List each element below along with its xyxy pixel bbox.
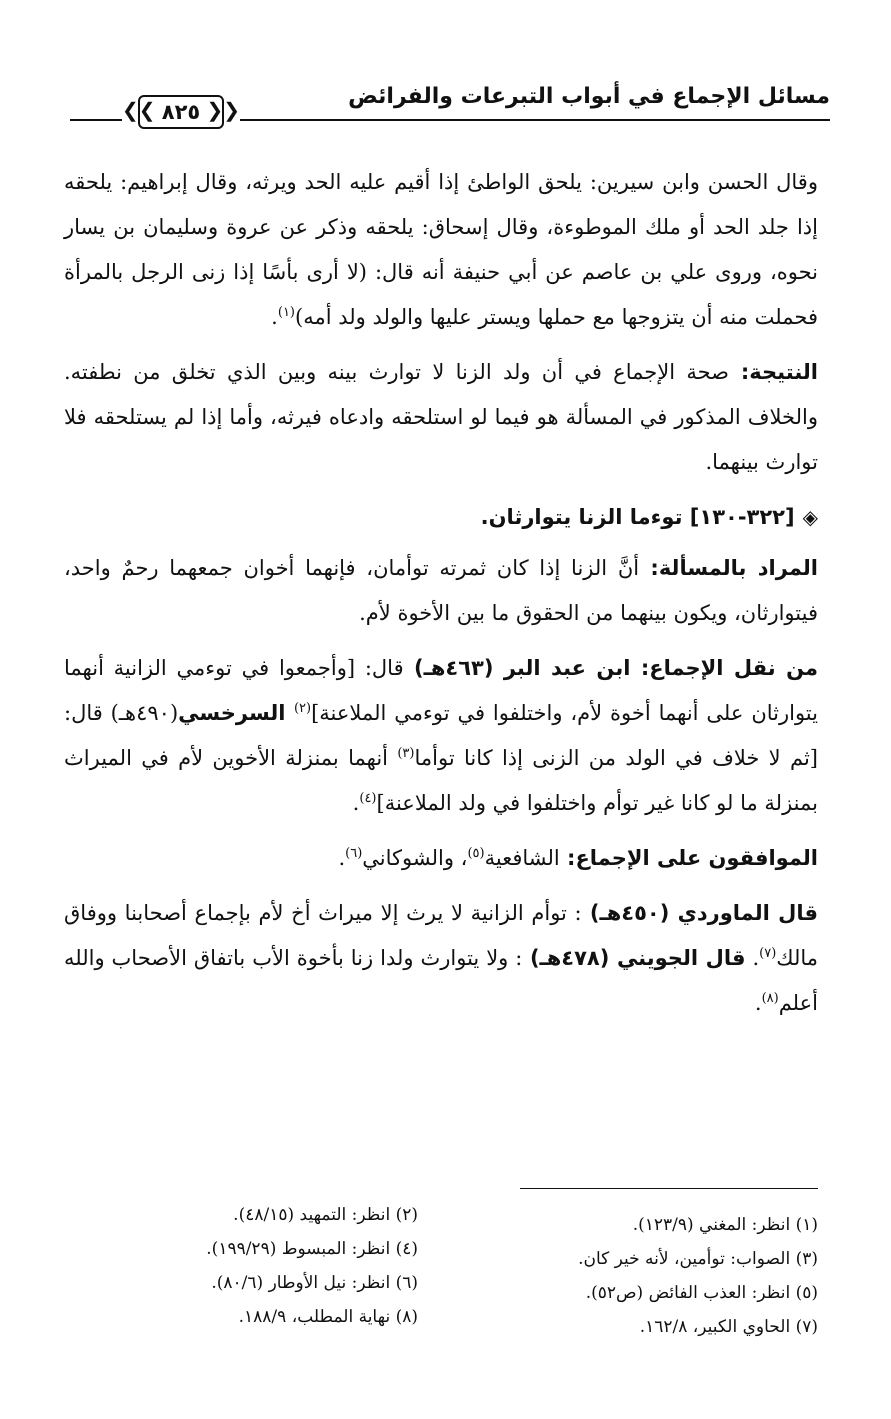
paragraph-text: أنهما بمنزلة الأخوين لأم في الميراث بمنزلة ما لو كانا غير توأم واختلفوا في ولد الملاعنة]	[64, 746, 818, 815]
footnote-marker: (٦)	[345, 846, 363, 861]
paragraph-text: الشافعية	[484, 846, 560, 870]
header-title: مسائل الإجماع في أبواب التبرعات والفرائض	[348, 84, 830, 109]
paragraph-text: : ولا يتوارث ولدا زنا بأخوة الأب باتفاق الأصحاب والله أعلم	[64, 946, 818, 1015]
footnote: (٧) الحاوي الكبير، ١٦٢/٨.	[639, 1317, 818, 1337]
bold-text: السرخسي	[178, 701, 294, 725]
ornament-left-icon: ❮❮	[122, 98, 156, 122]
footnote: (٨) نهاية المطلب، ١٨٨/٩.	[238, 1307, 418, 1327]
paragraph-text: : توأم الزانية لا يرث إلا ميراث أخ لأم بإجماع أصحابنا ووفاق مالك	[64, 901, 819, 970]
section-heading-text: [٣٢٢-١٣٠] توءما الزنا يتوارثان.	[480, 505, 795, 529]
paragraph-text: أنَّ الزنا إذا كان ثمرته توأمان، فإنهما أخوان جمعهما رحمٌ واحد، فيتوارثان، ويكون بينهما من الحقوق ما بين الأخوة لأم.	[64, 556, 818, 625]
footnote-marker: (٤)	[359, 791, 377, 806]
footnote-marker: (٣)	[397, 746, 415, 761]
paragraph-text: وقال الحسن وابن سيرين: يلحق الواطئ إذا أقيم عليه الحد ويرثه، وقال إبراهيم: يلحقه إذا جلد الحد أو ملك الموطوءة، وقال إسحاق: يلحقه وذكر عن عروة وسليمان بن يسار نحوه، وروى علي بن عاصم عن أبي حنيفة أنه قال: (لا أرى بأسًا إذا زنى الرجل بالمرأة فحملت منه أن يتزوجها مع حملها ويستر عليها والولد ولد أمه)	[64, 170, 818, 329]
footnotes-left-column	[48, 1198, 418, 1334]
paragraph-text: .	[338, 846, 346, 870]
paragraph-group-top	[64, 160, 818, 485]
main-text	[64, 160, 818, 1036]
footnote: (٢) انظر: التمهيد (٤٨/١٥).	[233, 1205, 418, 1225]
paragraph	[64, 646, 818, 826]
footnote-marker: (٨)	[761, 991, 779, 1006]
bold-text: النتيجة:	[728, 360, 818, 384]
bold-text: الموافقون على الإجماع:	[559, 846, 818, 870]
running-header	[70, 82, 830, 130]
footnote-marker: (٢)	[293, 701, 312, 716]
footnote: (٥) انظر: العذب الفائض (ص٥٢).	[585, 1283, 818, 1303]
bold-text: قال الماوردي (٤٥٠هـ)	[581, 901, 818, 925]
paragraph-text: .	[352, 791, 360, 815]
section-heading	[64, 495, 818, 540]
paragraph-text: قال: [وأجمعوا في توءمي الزانية أنهما يتوارثان على أنهما أخوة لأم، واختلفوا في توءمي الملاعنة]	[64, 656, 818, 725]
footnote-rule	[520, 1188, 818, 1189]
paragraph	[64, 160, 818, 340]
diamond-icon: ◈	[802, 505, 818, 529]
paragraph	[64, 546, 818, 636]
paragraph	[64, 891, 818, 1026]
footnote: (٤) انظر: المبسوط (١٩٩/٢٩).	[206, 1239, 418, 1259]
bold-text: قال الجويني (٤٧٨هـ)	[522, 946, 746, 970]
footnote: (١) انظر: المغني (١٢٣/٩).	[632, 1215, 818, 1235]
paragraph-text: .	[271, 305, 278, 329]
footnote-marker: (٥)	[467, 846, 485, 861]
bold-text: من نقل الإجماع: ابن عبد البر (٤٦٣هـ)	[403, 656, 818, 680]
paragraph-text: صحة الإجماع في أن ولد الزنا لا توارث بينه وبين الذي تخلق من نطفته. والخلاف المذكور في المسألة هو فيما لو استلحقه وادعاه فيرثه، وأما إذا لم يستلحقه فلا توارث بينهما.	[64, 360, 818, 474]
paragraph-group-bottom	[64, 546, 818, 1026]
paragraph	[64, 350, 818, 485]
paragraph-text: .	[754, 991, 762, 1015]
footnote-marker: (١)	[277, 305, 295, 320]
paragraph	[64, 836, 818, 881]
footnote: (٣) الصواب: توأمين، لأنه خير كان.	[578, 1249, 818, 1269]
footnote: (٦) انظر: نيل الأوطار (٨٠/٦).	[211, 1273, 418, 1293]
page-number-frame	[122, 92, 240, 128]
page-number: ٨٢٥	[138, 95, 224, 129]
footnotes-right-column	[448, 1198, 818, 1344]
paragraph-text: ، والشوكاني	[362, 846, 468, 870]
ornament-right-icon: ❯❯	[206, 98, 240, 122]
paragraph-text: .	[745, 946, 760, 970]
paragraph-text: (٤٩٠هـ) قال: [ثم لا خلاف في الولد من الزنى إذا كانا توأما	[64, 701, 818, 770]
footnote-marker: (٧)	[759, 946, 777, 961]
bold-text: المراد بالمسألة:	[639, 556, 818, 580]
